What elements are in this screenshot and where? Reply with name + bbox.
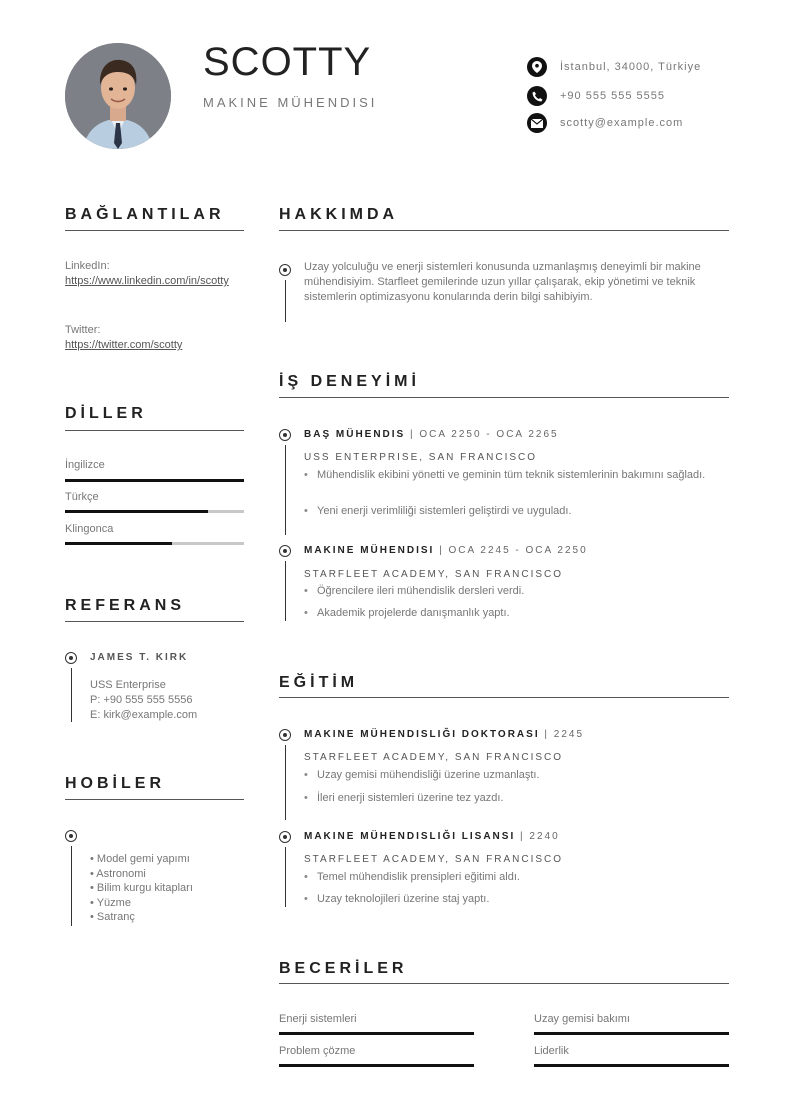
reference-phone: P: +90 555 555 5556 (90, 694, 193, 706)
skill-bar (534, 1064, 729, 1067)
contact-phone-text: +90 555 555 5555 (560, 90, 666, 102)
job-date: OCA 2245 - OCA 2250 (448, 545, 588, 556)
education-heading: EĞİTİM (279, 674, 359, 691)
experience-heading: İŞ DENEYİMİ (279, 373, 420, 390)
separator: | (434, 545, 449, 556)
language-level-bar (65, 510, 244, 513)
timeline-line (285, 561, 286, 621)
link-linkedin (65, 259, 244, 289)
contact-location (527, 57, 767, 77)
timeline-line (285, 847, 286, 907)
linkedin-url[interactable]: https://www.linkedin.com/in/scotty (65, 275, 229, 287)
skill-label: Liderlik (534, 1045, 569, 1057)
language-level-fill (65, 510, 208, 513)
job-title: MAKINE MÜHENDISI (203, 95, 378, 110)
timeline-dot-icon (279, 429, 291, 441)
job-organization: USS ENTERPRISE, SAN FRANCISCO (304, 452, 538, 463)
timeline-dot-icon (279, 264, 291, 276)
reference-company: USS Enterprise (90, 679, 166, 691)
list-item: • Öğrencilere ileri mühendislik dersleri verdi. (304, 584, 714, 599)
hobbies-list (90, 852, 193, 925)
profile-photo (65, 43, 171, 149)
school-name: STARFLEET ACADEMY, SAN FRANCISCO (304, 854, 564, 865)
link-label: Twitter: (65, 324, 101, 336)
hobbies-divider (65, 799, 244, 800)
languages-divider (65, 430, 244, 431)
contact-phone (527, 86, 767, 106)
list-item: • Satranç (90, 911, 135, 923)
timeline-line (71, 846, 72, 926)
skill-bar (534, 1032, 729, 1035)
degree-name: MAKINE MÜHENDISLIĞI DOKTORASI (304, 729, 540, 740)
timeline-dot-icon (279, 729, 291, 741)
degree-title (304, 729, 584, 740)
job-role (304, 545, 588, 556)
timeline-dot-icon (65, 652, 77, 664)
skill-bar (279, 1032, 474, 1035)
phone-icon (527, 86, 547, 106)
skill-label: Uzay gemisi bakımı (534, 1013, 630, 1025)
skill-bar (279, 1064, 474, 1067)
timeline-dot-icon (279, 545, 291, 557)
language-level-bar (65, 479, 244, 482)
degree-date: 2240 (529, 831, 560, 842)
experience-divider (279, 397, 729, 398)
list-item: • İleri enerji sistemleri üzerine tez yazdı. (304, 791, 714, 806)
list-item: • Yüzme (90, 896, 131, 909)
skill-label: Enerji sistemleri (279, 1013, 357, 1025)
language-name: Türkçe (65, 491, 99, 503)
link-twitter (65, 323, 244, 353)
timeline-dot-icon (65, 830, 77, 842)
contact-email-text[interactable]: scotty@example.com (560, 117, 684, 129)
separator: | (539, 729, 554, 740)
timeline-line (285, 445, 286, 535)
links-divider (65, 230, 244, 231)
skills-divider (279, 983, 729, 984)
reference-name: JAMES T. KIRK (90, 652, 189, 663)
education-divider (279, 697, 729, 698)
timeline-dot-icon (279, 831, 291, 843)
job-role (304, 429, 559, 440)
list-item: • Yeni enerji verimliliği sistemleri geliştirdi ve uyguladı. (304, 504, 714, 519)
contact-email (527, 113, 767, 133)
job-role-title: BAŞ MÜHENDIS (304, 429, 406, 440)
person-name: SCOTTY (203, 40, 372, 84)
list-item: • Bilim kurgu kitapları (90, 882, 193, 894)
list-item: • Temel mühendislik prensipleri eğitimi aldı. (304, 870, 714, 885)
degree-name: MAKINE MÜHENDISLIĞI LISANSI (304, 831, 516, 842)
reference-email: E: kirk@example.com (90, 709, 198, 721)
job-organization: STARFLEET ACADEMY, SAN FRANCISCO (304, 569, 564, 580)
job-date: OCA 2250 - OCA 2265 (419, 429, 559, 440)
separator: | (405, 429, 420, 440)
references-divider (65, 621, 244, 622)
list-item: • Uzay gemisi mühendisliği üzerine uzmanlaştı. (304, 768, 714, 783)
language-level-fill (65, 542, 172, 545)
list-item: • Model gemi yapımı (90, 853, 190, 865)
twitter-url[interactable]: https://twitter.com/scotty (65, 339, 183, 351)
list-item: • Akademik projelerde danışmanlık yaptı. (304, 606, 714, 621)
mail-icon (527, 113, 547, 133)
degree-title (304, 831, 560, 842)
about-divider (279, 230, 729, 231)
skills-heading: BECERİLER (279, 960, 408, 977)
skill-label: Problem çözme (279, 1045, 356, 1057)
school-name: STARFLEET ACADEMY, SAN FRANCISCO (304, 752, 564, 763)
links-heading: BAĞLANTILAR (65, 206, 225, 223)
languages-heading: DİLLER (65, 405, 147, 422)
hobbies-heading: HOBİLER (65, 775, 165, 792)
list-item: • Astronomi (90, 867, 146, 880)
degree-date: 2245 (553, 729, 585, 740)
timeline-line (285, 745, 286, 820)
list-item: • Mühendislik ekibini yönetti ve geminin tüm teknik sistemlerinin bakımını sağladı. (304, 468, 714, 483)
link-label: LinkedIn: (65, 260, 110, 272)
contact-location-text: İstanbul, 34000, Türkiye (560, 61, 702, 73)
language-name: Klingonca (65, 523, 114, 535)
separator: | (515, 831, 530, 842)
language-level-fill (65, 479, 244, 482)
job-role-title: MAKINE MÜHENDISI (304, 545, 435, 556)
list-item: • Uzay teknolojileri üzerine staj yaptı. (304, 892, 714, 907)
language-name: İngilizce (65, 459, 105, 471)
about-text: Uzay yolculuğu ve enerji sistemleri konusunda uzmanlaşmış deneyimli bir makine mühendisiyim. Starfleet gemilerinde uzun yıllar çalışarak, ekip yönetimi ve teknik sistemlerin optimizasyonu konularında derin bilgi sahibiyim. (304, 261, 701, 303)
location-pin-icon (527, 57, 547, 77)
language-level-bar (65, 542, 244, 545)
about-heading: HAKKIMDA (279, 206, 399, 223)
timeline-line (71, 668, 72, 722)
timeline-line (285, 280, 286, 322)
references-heading: REFERANS (65, 597, 186, 614)
